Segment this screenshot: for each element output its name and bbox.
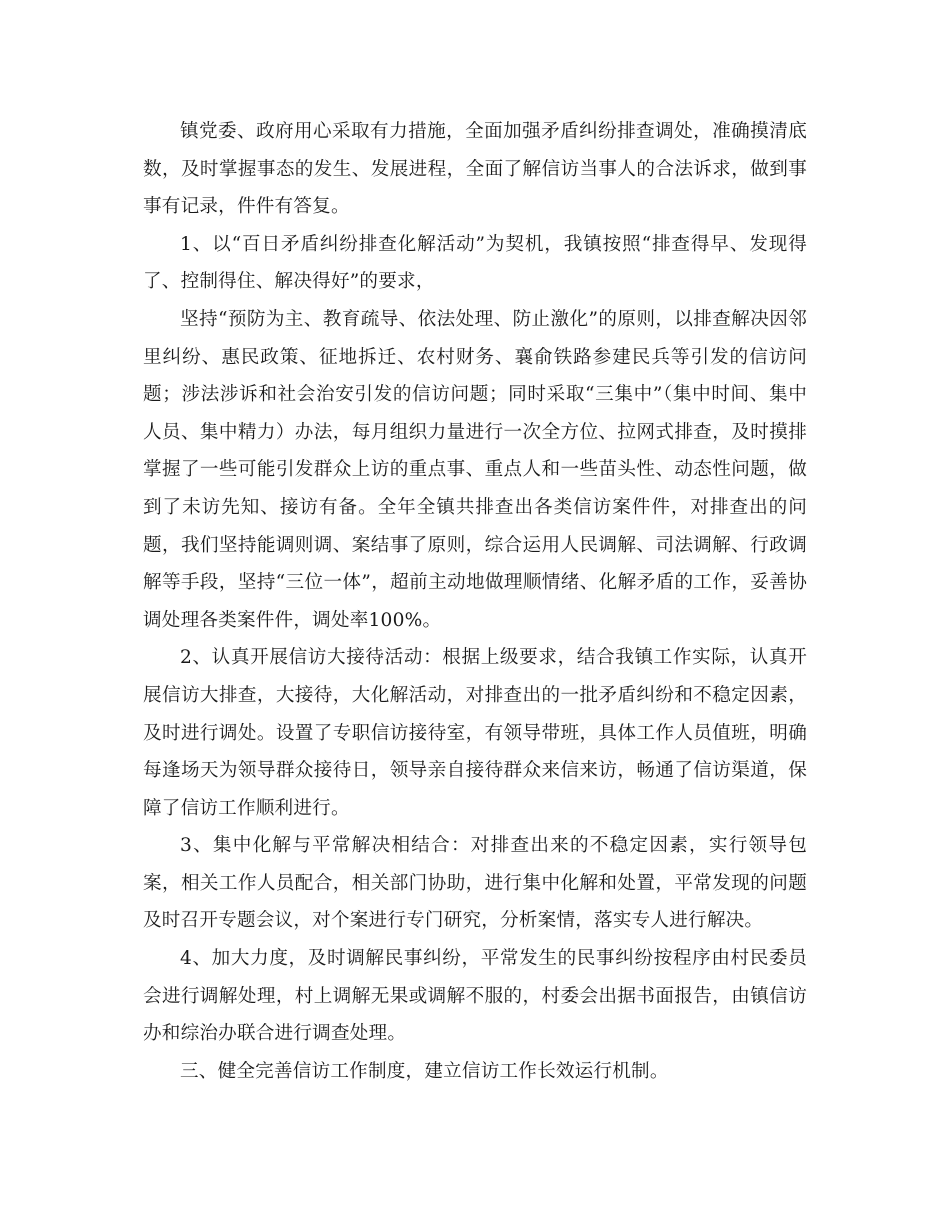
section-heading-3: 三、健全完善信访工作制度，建立信访工作长效运行机制。 (180, 1060, 669, 1082)
paragraph-intro: 镇党委、政府用心采取有力措施，全面加强矛盾纠纷排查调处，准确摸清底数，及时掌握事态的发生、发展进程，全面了解信访当事人的合法诉求，做到事事有记录，件件有答复。 (143, 121, 807, 218)
paragraph-principle: 坚持“预防为主、教育疏导、依法处理、防止激化”的原则，以排查解决因邻里纠纷、惠民政策、征地拆迁、农村财务、襄俞铁路参建民兵等引发的信访问题；涉法涉诉和社会治安引发的信访问题；同时采取“三集中”（集中时间、集中人员、集中精力）办法，每月组织力量进行一次全方位、拉网式排查，及时摸排掌握了一些可能引发群众上访的重点事、重点人和一些苗头性、动态性问题，做到了未访先知、接访有备。全年全镇共排查出各类信访案件件，对排查出的问题，我们坚持能调则调、案结事了原则，综合运用人民调解、司法调解、行政调解等手段，坚持“三位一体”，超前主动地做理顺情绪、化解矛盾的工作，妥善协调处理各类案件件，调处率100%。 (143, 308, 807, 631)
paragraph-item-3: 3、集中化解与平常解决相结合：对排查出来的不稳定因素，实行领导包案，相关工作人员配合，相关部门协助，进行集中化解和处置，平常发现的问题及时召开专题会议，对个案进行专门研究，分析案情，落实专人进行解决。 (143, 835, 807, 932)
paragraph-item-4: 4、加大力度，及时调解民事纠纷，平常发生的民事纠纷按程序由村民委员会进行调解处理，村上调解无果或调解不服的，村委会出据书面报告，由镇信访办和综治办联合进行调查处理。 (143, 948, 807, 1045)
document-body (143, 113, 807, 1090)
paragraph-item-1: 1、以“百日矛盾纠纷排查化解活动”为契机，我镇按照“排查得早、发现得了、控制得住、解决得好”的要求， (143, 233, 807, 293)
paragraph-item-2: 2、认真开展信访大接待活动：根据上级要求，结合我镇工作实际，认真开展信访大排查，大接待，大化解活动，对排查出的一批矛盾纠纷和不稳定因素，及时进行调处。设置了专职信访接待室，有领导带班，具体工作人员值班，明确每逢场天为领导群众接待日，领导亲自接待群众来信来访，畅通了信访渠道，保障了信访工作顺利进行。 (143, 647, 807, 819)
